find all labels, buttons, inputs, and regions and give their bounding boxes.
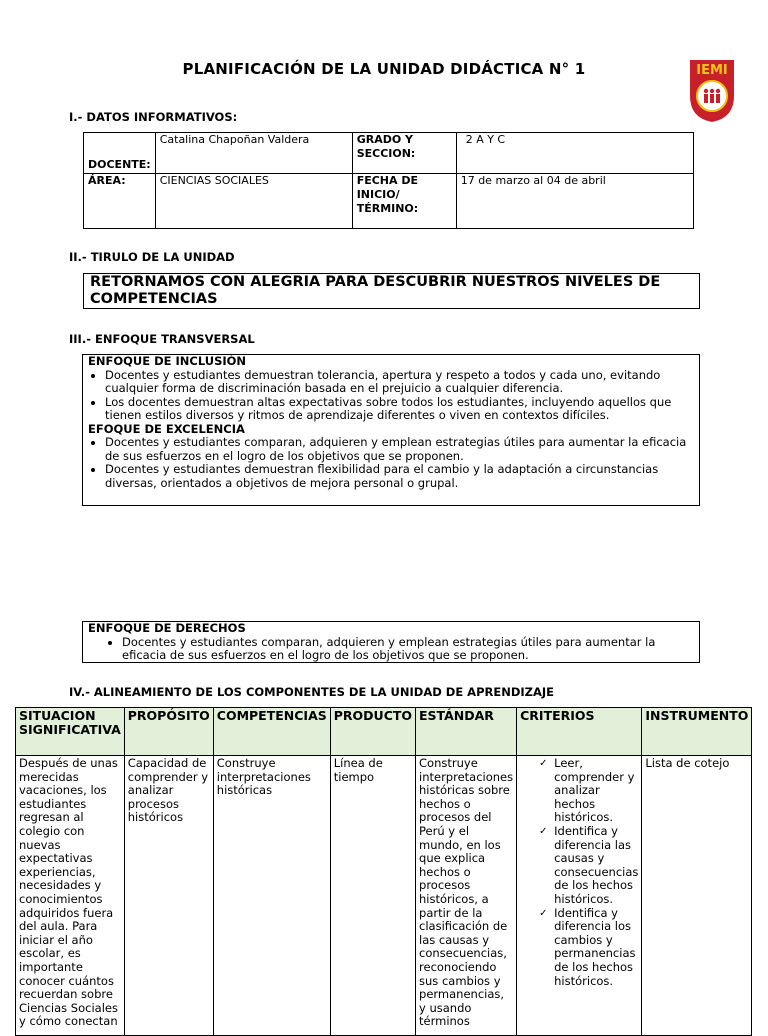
col-header-proposito: PROPÓSITO bbox=[124, 708, 213, 756]
cell-estandar: Construye interpretaciones históricas sobre hechos o procesos del Perú y el mundo, en los que explica hechos o procesos históricos, a partir de la clasificación de las causas y consecuencias, reconociendo sus cambios y permanencias, y usando términos bbox=[416, 756, 517, 1036]
enfoque-excelencia-list bbox=[88, 436, 694, 490]
enfoque-derechos-box bbox=[82, 621, 700, 663]
section-heading-titulo: II.- TIRULO DE LA UNIDAD bbox=[69, 250, 235, 264]
enfoque-derechos-list bbox=[88, 636, 694, 663]
info-row-docente bbox=[84, 133, 694, 174]
school-logo bbox=[690, 60, 734, 122]
cell-competencias: Construye interpretaciones históricas bbox=[213, 756, 330, 1036]
list-item: • Docentes y estudiantes demuestran flexibilidad para el cambio y la adaptación a circunstancias diversas, orientados a objetivos de mejora personal o grupal. bbox=[105, 463, 694, 490]
enfoque-box bbox=[82, 354, 700, 506]
page-title: PLANIFICACIÓN DE LA UNIDAD DIDÁCTICA N° 1 bbox=[182, 60, 586, 78]
grado-value: 2 A Y C bbox=[456, 133, 693, 174]
col-header-producto: PRODUCTO bbox=[330, 708, 415, 756]
docente-value: Catalina Chapoñan Valdera bbox=[155, 133, 352, 174]
list-item: ✓ Identifica y diferencia los cambios y permanencias de los hechos históricos. bbox=[537, 907, 638, 989]
enfoque-inclusion-list bbox=[88, 369, 694, 423]
criterios-list bbox=[537, 757, 638, 988]
school-crest-icon bbox=[690, 60, 734, 122]
col-header-situacion: SITUACION SIGNIFICATIVA bbox=[16, 708, 125, 756]
enfoque-excelencia-title: EFOQUE DE EXCELENCIA bbox=[88, 421, 245, 436]
col-header-competencias: COMPETENCIAS bbox=[213, 708, 330, 756]
alignment-table bbox=[15, 707, 752, 1036]
cell-producto: Línea de tiempo bbox=[330, 756, 415, 1036]
cell-criterios bbox=[517, 756, 642, 1036]
alignment-header-row bbox=[16, 708, 752, 756]
svg-text:IEMI: IEMI bbox=[696, 63, 728, 78]
list-item: • Docentes y estudiantes comparan, adquieren y emplean estrategias útiles para aumentar la eficacia de sus esfuerzos en el logro de los objetivos que se proponen. bbox=[122, 636, 694, 663]
info-row-area bbox=[84, 174, 694, 229]
area-label: ÁREA: bbox=[84, 174, 156, 229]
enfoque-inclusion-title: ENFOQUE DE INCLUSIÓN bbox=[88, 354, 247, 368]
grado-label: GRADO Y SECCION: bbox=[352, 133, 456, 174]
fecha-value: 17 de marzo al 04 de abril bbox=[456, 174, 693, 229]
list-item: ✓ Leer, comprender y analizar hechos históricos. bbox=[537, 757, 638, 825]
unit-title-box: RETORNAMOS CON ALEGRIA PARA DESCUBRIR NUESTROS NIVELES DE COMPETENCIAS bbox=[83, 273, 700, 309]
info-table bbox=[83, 132, 694, 229]
cell-proposito: Capacidad de comprender y analizar procesos históricos bbox=[124, 756, 213, 1036]
section-heading-datos: I.- DATOS INFORMATIVOS: bbox=[69, 110, 238, 124]
fecha-label: FECHA DE INICIO/ TÉRMINO: bbox=[352, 174, 456, 229]
table-row bbox=[16, 756, 752, 1036]
section-heading-alineamiento: IV.- ALINEAMIENTO DE LOS COMPONENTES DE LA UNIDAD DE APRENDIZAJE bbox=[69, 685, 555, 699]
section-heading-enfoque: III.- ENFOQUE TRANSVERSAL bbox=[69, 332, 255, 346]
list-item: • Docentes y estudiantes demuestran tolerancia, apertura y respeto a todos y cada uno, evitando cualquier forma de discriminación basada en el prejuicio a cualquier diferencia. bbox=[105, 369, 694, 396]
col-header-instrumento: INSTRUMENTO bbox=[642, 708, 752, 756]
enfoque-derechos-title: ENFOQUE DE DERECHOS bbox=[88, 621, 246, 635]
list-item: • Los docentes demuestran altas expectativas sobre todos los estudiantes, incluyendo aquellos que tienen estilos diversos y ritmos de aprendizaje diferentes o viven en contextos difíciles. bbox=[105, 396, 694, 423]
col-header-criterios: CRITERIOS bbox=[517, 708, 642, 756]
cell-instrumento: Lista de cotejo bbox=[642, 756, 752, 1036]
area-value: CIENCIAS SOCIALES bbox=[155, 174, 352, 229]
docente-label: DOCENTE: bbox=[84, 133, 156, 174]
list-item: • Docentes y estudiantes comparan, adquieren y emplean estrategias útiles para aumentar la eficacia de sus esfuerzos en el logro de los objetivos que se proponen. bbox=[105, 436, 694, 463]
col-header-estandar: ESTÁNDAR bbox=[416, 708, 517, 756]
list-item: ✓ Identifica y diferencia las causas y consecuencias de los hechos históricos. bbox=[537, 825, 638, 907]
cell-situacion: Después de unas merecidas vacaciones, los estudiantes regresan al colegio con nuevas expectativas experiencias, necesidades y conocimientos adquiridos fuera del aula. Para iniciar el año escolar, es importante conocer cuántos recuerdan sobre Ciencias Sociales y cómo conectan bbox=[16, 756, 125, 1036]
